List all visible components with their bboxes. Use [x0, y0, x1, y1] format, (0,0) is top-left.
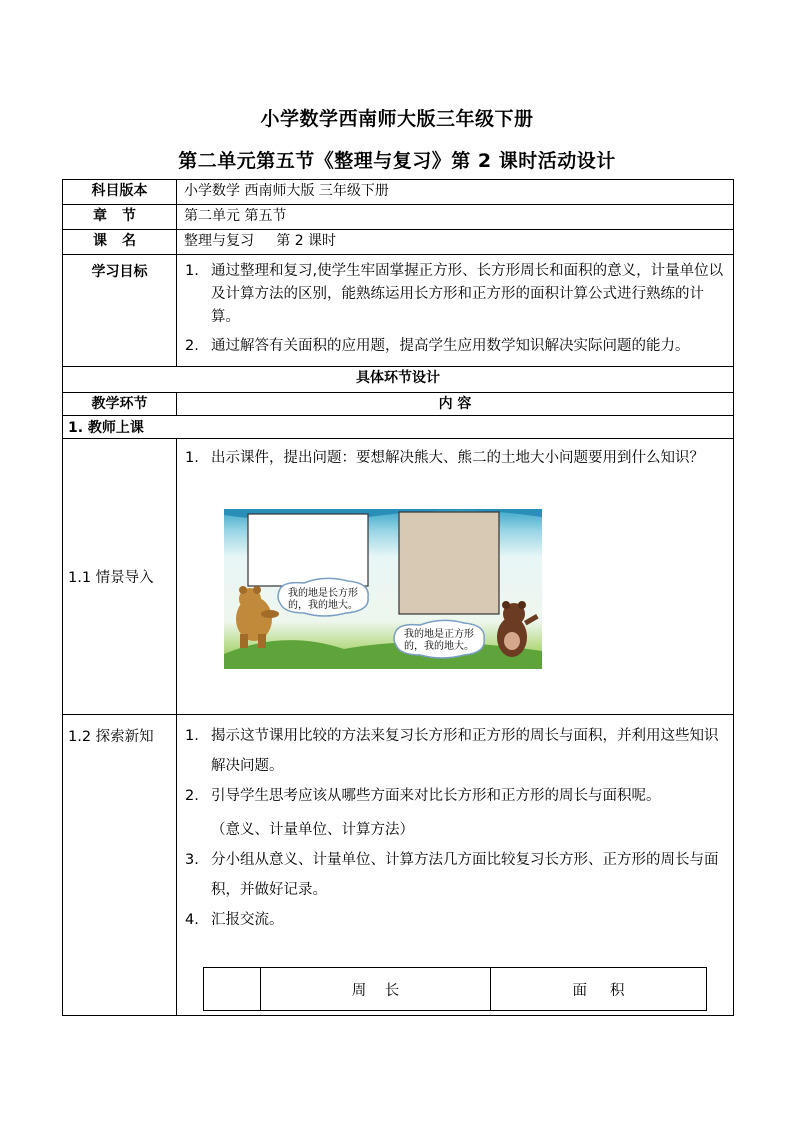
document-title: 小学数学西南师大版三年级下册 [260, 108, 534, 130]
list-item [177, 721, 733, 781]
row-lesson [63, 230, 734, 255]
label-lesson [63, 230, 177, 255]
bear-big-icon [236, 586, 279, 648]
row-chapter [63, 205, 734, 230]
item-text: 揭示这节课用比较的方法来复习长方形和正方形的周长与面积，并利用这些知识解决问题。 [211, 728, 719, 774]
label-subject: 科目版本 [63, 180, 177, 205]
comparison-header-perimeter: 周 长 [261, 968, 491, 1011]
goal-text: 通过整理和复习,使学生牢固掌握正方形、长方形周长和面积的意义，计量单位以及计算方法的区别，能熟练运用长方形和正方形的面积计算公式进行熟练的计算。 [211, 263, 724, 325]
item-text: 汇报交流。 [211, 912, 284, 928]
value-chapter: 第二单元 第五节 [177, 205, 734, 230]
stage-1-1-label: 1.1 情景导入 [63, 439, 177, 715]
label-lesson-b: 名 [122, 233, 136, 249]
list-item [177, 443, 733, 473]
item-text: 分小组从意义、计量单位、计算方法几方面比较复习长方形、正方形的周长与面积，并做好记录。 [211, 852, 719, 898]
speech-bubble-2-text: 我的地是正方形的，我的地大。 [404, 629, 474, 652]
row-section-1 [63, 416, 734, 439]
row-column-headers [63, 393, 734, 416]
row-stage-1-2 [63, 715, 734, 1016]
document-subtitle: 第二单元第五节《整理与复习》第 2 课时活动设计 [178, 150, 616, 172]
list-item [177, 905, 733, 935]
bear-land-illustration [224, 509, 542, 669]
aspects-note: （意义、计量单位、计算方法） [211, 822, 414, 838]
design-header: 具体环节设计 [63, 367, 734, 393]
item-number: 1. [185, 728, 199, 744]
label-chapter [63, 205, 177, 230]
goal-number: 2. [185, 338, 199, 354]
stage-1-2-label: 1.2 探索新知 [63, 715, 177, 1016]
stage-1-2-content [177, 715, 734, 1016]
stage-1-2-list-continued [177, 845, 733, 935]
label-lesson-a: 课 [93, 233, 107, 249]
bear-small-icon [497, 601, 539, 657]
value-lesson: 整理与复习 第 2 课时 [177, 230, 734, 255]
item-text: 引导学生思考应该从哪些方面来对比长方形和正方形的周长与面积呢。 [211, 788, 661, 804]
item-number: 4. [185, 912, 199, 928]
label-chapter-b: 节 [122, 208, 136, 224]
row-subject [63, 180, 734, 205]
goals-list [177, 260, 733, 358]
header-content: 内 容 [177, 393, 734, 416]
list-item [177, 845, 733, 905]
comparison-header-row [204, 968, 707, 1011]
item-text: 出示课件，提出问题：要想解决熊大、熊二的土地大小问题要用到什么知识？ [211, 450, 704, 466]
comparison-header-area: 面 积 [491, 968, 707, 1011]
value-subject: 小学数学 西南师大版 三年级下册 [177, 180, 734, 205]
section-1-title: 1. 教师上课 [63, 416, 734, 439]
row-design-header [63, 367, 734, 393]
item-number: 2. [185, 788, 199, 804]
stage-1-2-list [177, 721, 733, 811]
goal-item [177, 335, 733, 358]
rectangle-land-icon [248, 514, 368, 586]
comparison-corner-cell [204, 968, 261, 1011]
item-number: 1. [185, 450, 199, 466]
stage-1-1-list [177, 439, 733, 473]
grass-shape [224, 640, 542, 669]
square-land-icon [399, 512, 499, 614]
row-stage-1-1 [63, 439, 734, 715]
goal-number: 1. [185, 263, 199, 279]
label-chapter-a: 章 [93, 208, 107, 224]
item-number: 3. [185, 852, 199, 868]
speech-bubble-1-text: 我的地是长方形的，我的地大。 [288, 588, 358, 611]
comparison-table [203, 967, 707, 1011]
goal-item [177, 260, 733, 329]
goals-cell [177, 255, 734, 367]
row-goals [63, 255, 734, 367]
stage-1-1-content [177, 439, 734, 715]
list-item [177, 781, 733, 811]
lesson-plan-table [62, 179, 734, 1016]
scene-art [224, 509, 542, 669]
label-goals: 学习目标 [63, 255, 177, 367]
header-stage: 教学环节 [63, 393, 177, 416]
goal-text: 通过解答有关面积的应用题，提高学生应用数学知识解决实际问题的能力。 [211, 338, 690, 354]
